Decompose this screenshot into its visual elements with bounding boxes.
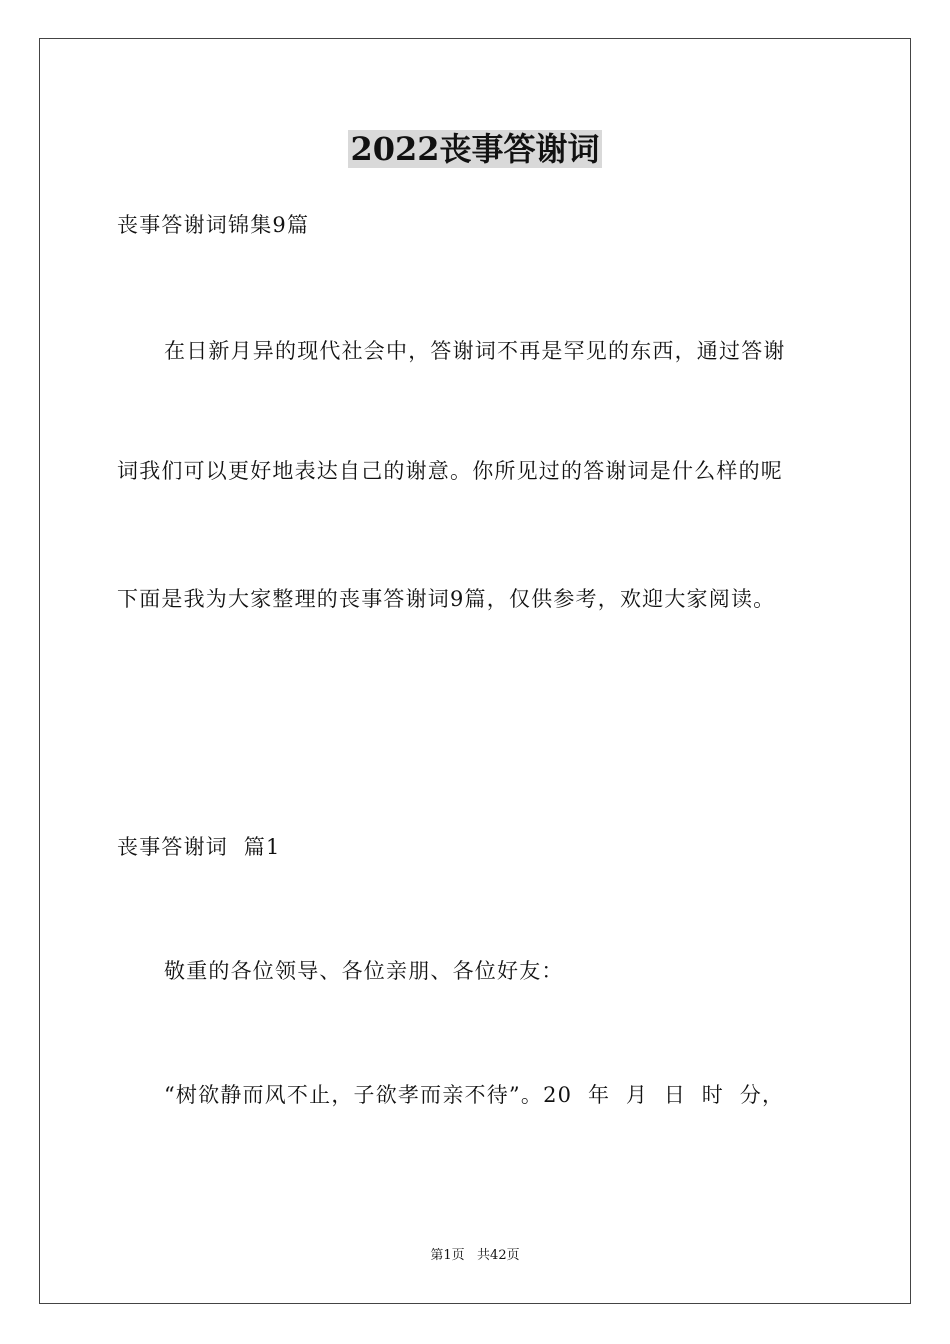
section-heading: 丧事答谢词 篇1: [117, 835, 281, 859]
page-number-footer: 第1页 共42页: [430, 1248, 520, 1263]
intro-line-2: 词我们可以更好地表达自己的谢意。你所见过的答谢词是什么样的呢: [117, 459, 783, 483]
intro-line-3: 下面是我为大家整理的丧事答谢词9篇，仅供参考，欢迎大家阅读。: [117, 587, 776, 611]
document-subtitle: 丧事答谢词锦集9篇: [117, 213, 310, 237]
document-title: [0, 122, 950, 176]
body-line-1: 敬重的各位领导、各位亲朋、各位好友：: [164, 959, 564, 983]
body-line-2: “树欲静而风不止，子欲孝而亲不待”。20 年 月 日 时 分，: [164, 1083, 785, 1107]
document-title-text: 2022丧事答谢词: [350, 130, 600, 168]
intro-line-1: 在日新月异的现代社会中，答谢词不再是罕见的东西，通过答谢: [164, 339, 786, 363]
